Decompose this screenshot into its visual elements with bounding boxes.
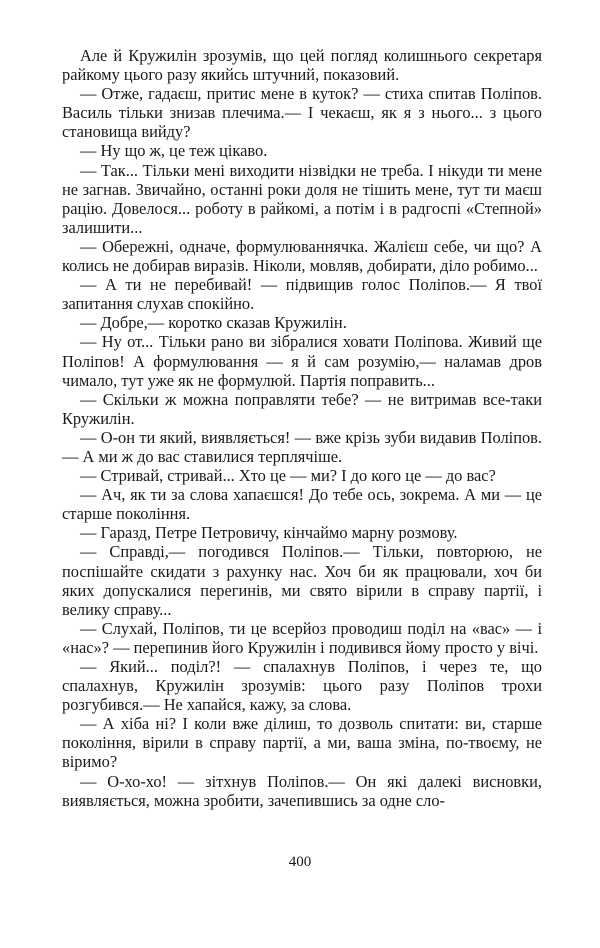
paragraph: — О-хо-хо! — зітхнув Поліпов.— Он які далекі висновки, виявляється, можна зробити, зачепившись за одне сло- [62,771,542,810]
paragraph: — Отже, гадаєш, притис мене в куток? — стиха спитав Поліпов. Василь тільки знизав плечима.— І чекаєш, як я з нього... з цього становища вийду? [62,84,542,142]
paragraph: — Ну що ж, це теж цікаво. [80,141,268,161]
paragraph: — О-он ти який, виявляється! — вже крізь зуби видавив Поліпов.— А ми ж до вас ставилися терплячіше. [62,427,542,466]
paragraph: — Скільки ж можна поправляти тебе? — не витримав все-таки Кружилін. [62,389,542,428]
paragraph: — Так... Тільки мені виходити нізвідки не треба. І нікуди ти мене не загнав. Звичайно, останні роки доля не тішить мене, тут ти маєш рацію. Довелося... роботу в райкомі, а потім і в радгоспі «Степной» залишити... [62,160,542,237]
paragraph: — Ач, як ти за слова хапаєшся! До тебе ось, зокрема. А ми — це старше покоління. [62,485,542,524]
paragraph: — Стривай, стривай... Хто це — ми? І до кого це — до вас? [80,466,496,486]
paragraph: Але й Кружилін зрозумів, що цей погляд колишнього секретаря райкому цього разу якийсь штучний, показовий. [62,46,542,85]
body-text [62,46,542,810]
paragraph: — Слухай, Поліпов, ти це всерйоз проводиш поділ на «вас» — і «нас»? — перепинив його Кружилін і подивився йому просто у вічі. [62,618,542,657]
paragraph: — Ну от... Тільки рано ви зібралися ховати Поліпова. Живий ще Поліпов! А формулювання — я й сам розумію,— наламав дров чимало, тут уже як не формулюй. Партія поправить... [62,332,542,390]
paragraph: — Обережні, одначе, формулюваннячка. Жалієш себе, чи що? А колись не добирав виразів. Ніколи, мовляв, добирати, діло робимо... [62,236,542,276]
paragraph: — Добре,— коротко сказав Кружилін. [80,313,347,333]
paragraph: — А хіба ні? І коли вже ділиш, то дозволь спитати: ви, старше покоління, вірили в справу партії, а ми, ваша зміна, по-твоєму, не віримо? [62,714,542,772]
paragraph: — Гаразд, Петре Петровичу, кінчаймо марну розмову. [80,523,458,543]
paragraph: — Який... поділ?! — спалахнув Поліпов, і через те, що спалахнув, Кружилін зрозумів: цього разу Поліпов трохи розгубився.— Не хапайся, кажу, за слова. [62,657,542,715]
paragraph: — А ти не перебивай! — підвищив голос Поліпов.— Я твої запитання слухав спокійно. [62,275,542,314]
paragraph: — Справді,— погодився Поліпов.— Тільки, повторюю, не поспішайте скидати з рахунку нас. Хоч би як працювали, хоч би яких допускалися перегинів, ми свято вірили в справу партії, і велику справу... [62,542,542,619]
page-number: 400 [288,854,312,870]
